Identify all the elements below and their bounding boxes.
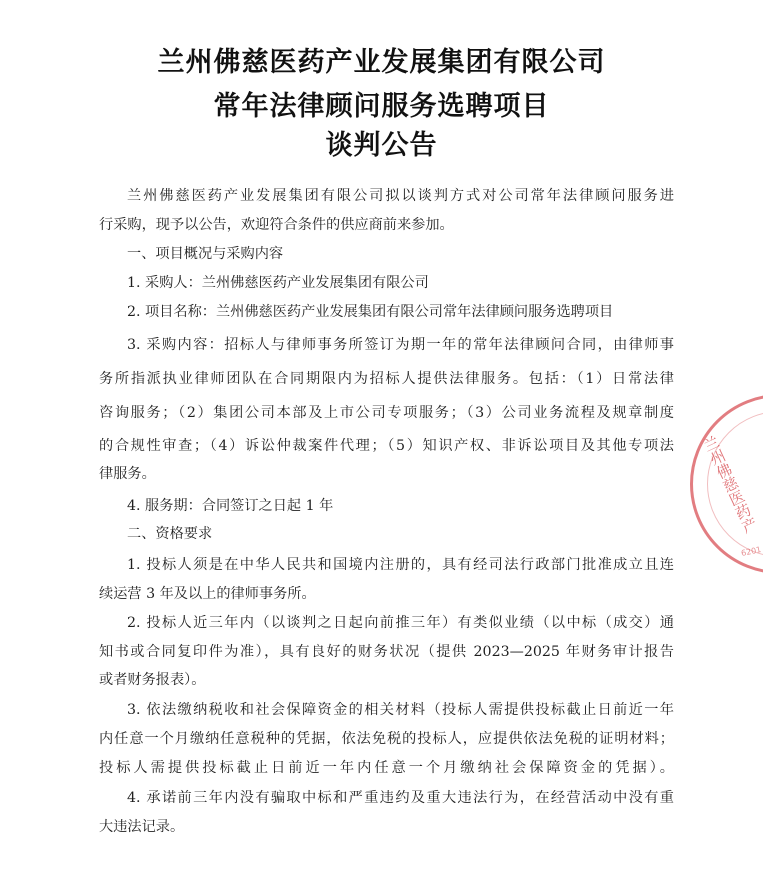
section-2-item-2-line-3: 或者财务报表）。 <box>99 672 206 688</box>
section-2-item-3-line-1: 3. 依法缴纳税收和社会保障资金的相关材料（投标人需提供投标截止日前近一年 <box>127 702 674 718</box>
seal-number: 6201 <box>740 544 763 559</box>
title-line-1: 兰州佛慈医药产业发展集团有限公司 <box>157 47 606 78</box>
intro-line-2: 行采购，现予以公告，欢迎符合条件的供应商前来参加。 <box>99 217 454 233</box>
title-line-2: 常年法律顾问服务选聘项目 <box>213 91 550 122</box>
section-2-item-1-line-2: 续运营 3 年及以上的律师事务所。 <box>99 586 316 602</box>
seal-text: 兰州佛慈医药产 <box>699 433 761 536</box>
title-line-3: 谈判公告 <box>325 130 438 161</box>
section-2-item-4-line-2: 大违法记录。 <box>99 819 185 835</box>
section-2-item-3-line-3: 投标人需提供投标截止日前近一年内任意一个月缴纳社会保障资金的凭据）。 <box>99 760 674 776</box>
section-1-heading: 一、项目概况与采购内容 <box>127 246 284 262</box>
section-1-item-3-line-2: 务所指派执业律师团队在合同期限内为招标人提供法律服务。包括：（1）日常法律 <box>99 371 674 387</box>
intro-line-1: 兰州佛慈医药产业发展集团有限公司拟以谈判方式对公司常年法律顾问服务进 <box>127 188 674 204</box>
section-2-item-2-line-1: 2. 投标人近三年内（以谈判之日起向前推三年）有类似业绩（以中标（成交）通 <box>127 615 674 631</box>
section-2-item-1-line-1: 1. 投标人须是在中华人民共和国境内注册的，具有经司法行政部门批准成立且连 <box>127 557 674 573</box>
section-1-item-2: 2. 项目名称：兰州佛慈医药产业发展集团有限公司常年法律顾问服务选聘项目 <box>127 304 614 320</box>
section-2-item-4-line-1: 4. 承诺前三年内没有骗取中标和严重违约及重大违法行为，在经营活动中没有重 <box>127 790 674 806</box>
section-2-item-2-line-2: 知书或合同复印件为准），具有良好的财务状况（提供 2023—2025 年财务审计报告 <box>99 644 674 660</box>
section-1-item-4: 4. 服务期：合同签订之日起 1 年 <box>127 498 334 514</box>
section-1-item-1: 1. 采购人：兰州佛慈医药产业发展集团有限公司 <box>127 275 429 291</box>
section-2-item-3-line-2: 内任意一个月缴纳任意税种的凭据，依法免税的投标人，应提供依法免税的证明材料； <box>99 731 674 747</box>
company-seal-stamp <box>690 394 763 574</box>
section-1-item-3-line-3: 咨询服务；（2）集团公司本部及上市公司专项服务；（3）公司业务流程及规章制度 <box>99 405 674 421</box>
section-1-item-3-line-1: 3. 采购内容：招标人与律师事务所签订为期一年的常年法律顾问合同，由律师事 <box>127 337 674 353</box>
section-1-item-3-line-4: 的合规性审查；（4）诉讼仲裁案件代理；（5）知识产权、非诉讼项目及其他专项法 <box>99 438 674 454</box>
section-1-item-3-line-5: 律服务。 <box>99 466 156 482</box>
section-2-heading: 二、资格要求 <box>127 526 213 542</box>
